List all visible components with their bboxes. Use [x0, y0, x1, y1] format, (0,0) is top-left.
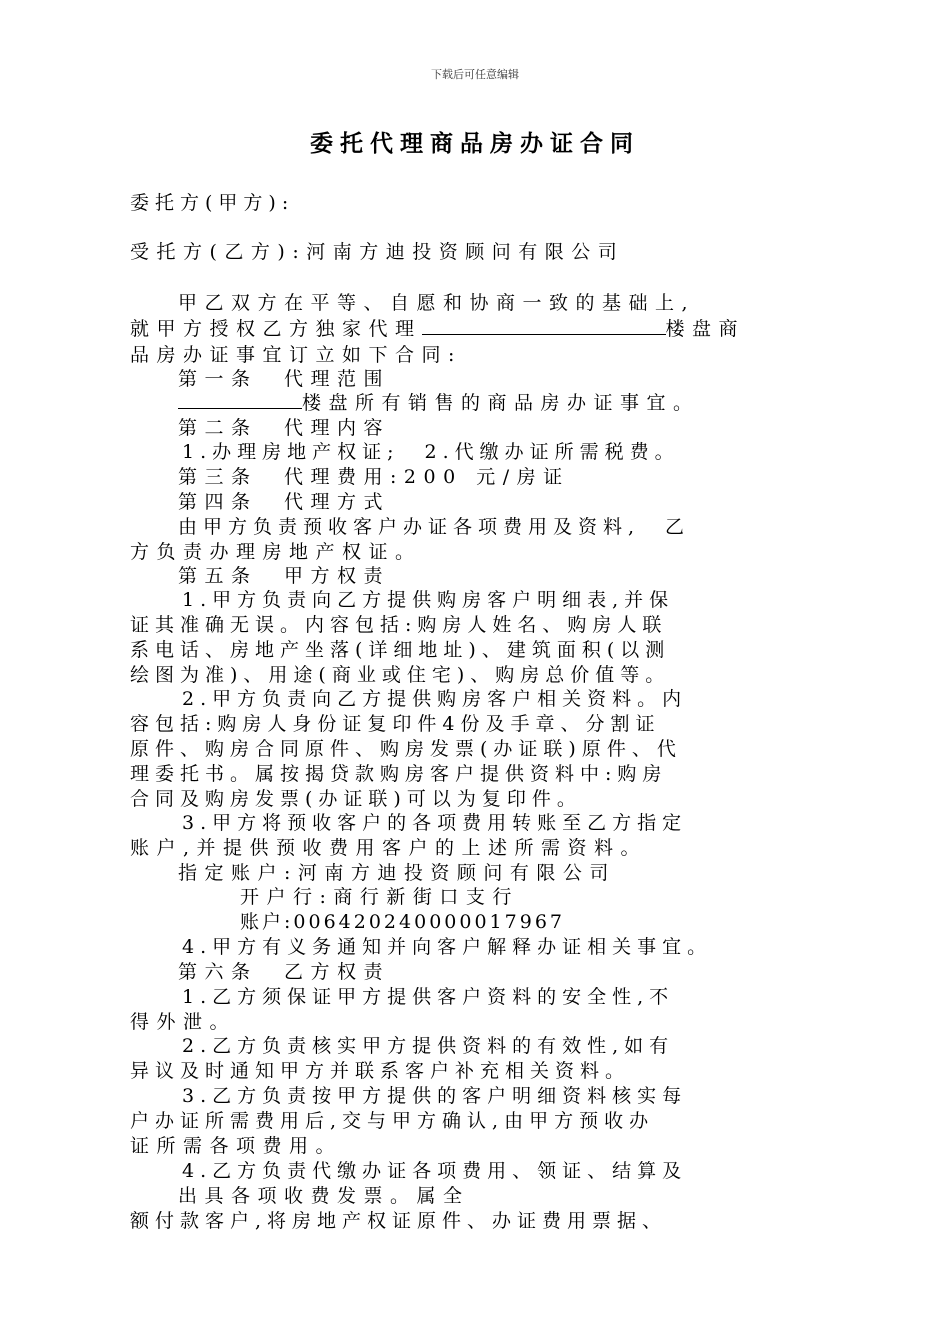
paragraph-line: 原件、购房合同原件、购房发票(办证联)原件、代	[130, 738, 682, 760]
article-6-heading: 第六条 乙方权责	[178, 961, 391, 983]
paragraph-line: 证其准确无误。内容包括:购房人姓名、购房人联	[130, 614, 668, 636]
paragraph-line: 1.乙方须保证甲方提供客户资料的安全性,不	[182, 986, 675, 1008]
header-note: 下载后可任意编辑	[431, 68, 519, 81]
paragraph-line: 账户,并提供预收费用客户的上述所需资料。	[130, 837, 648, 859]
paragraph-line: 由甲方负责预收客户办证各项费用及资料, 乙	[178, 516, 691, 538]
paragraph-line: 品房办证事宜订立如下合同:	[130, 344, 462, 366]
party-a-line: 委托方(甲方):	[130, 192, 295, 214]
paragraph-line: 甲乙双方在平等、自愿和协商一致的基础上,	[178, 292, 696, 314]
article-2-heading: 第二条 代理内容	[178, 417, 391, 439]
paragraph-line: 系电话、房地产坐落(详细地址)、建筑面积(以测	[130, 639, 671, 661]
article-3-heading: 第三条 代理费用:200 元/房证	[178, 466, 570, 488]
building-name-blank	[422, 316, 666, 335]
paragraph-line: 2.甲方负责向乙方提供购房客户相关资料。内	[182, 688, 688, 710]
paragraph-line: 2.乙方负责核实甲方提供资料的有效性,如有	[182, 1035, 675, 1057]
paragraph-text: 就甲方授权乙方独家代理	[130, 318, 422, 340]
paragraph-line: 1.办理房地产权证; 2.代缴办证所需税费。	[182, 441, 680, 463]
paragraph-text: 楼盘商	[665, 318, 746, 340]
building-name-blank	[178, 390, 302, 409]
party-b-line: 受托方(乙方):河南方迪投资顾问有限公司	[130, 241, 625, 263]
paragraph-line: 合同及购房发票(办证联)可以为复印件。	[130, 788, 582, 810]
paragraph-line: 4.甲方有义务通知并向客户解释办证相关事宜。	[182, 936, 713, 958]
designated-account: 指定账户:河南方迪投资顾问有限公司	[178, 862, 616, 884]
paragraph-line: 额付款客户,将房地产权证原件、办证费用票据、	[130, 1210, 668, 1232]
account-number: 账户:006420240000017967	[240, 911, 565, 933]
paragraph-line-with-blank	[130, 314, 745, 341]
article-1-heading: 第一条 代理范围	[178, 368, 391, 390]
paragraph-line: 4.乙方负责代缴办证各项费用、领证、结算及	[182, 1160, 688, 1182]
paragraph-line: 证所需各项费用。	[130, 1135, 343, 1157]
document-title: 委托代理商品房办证合同	[310, 130, 640, 157]
paragraph-line: 方负责办理房地产权证。	[130, 541, 422, 563]
paragraph-line: 3.乙方负责按甲方提供的客户明细资料核实每	[182, 1085, 688, 1107]
paragraph-line: 容包括:购房人身份证复印件4份及手章、分割证	[130, 713, 661, 735]
paragraph-line: 理委托书。属按揭贷款购房客户提供资料中:购房	[130, 763, 668, 785]
paragraph-line-with-blank	[178, 388, 700, 415]
article-5-heading: 第五条 甲方权责	[178, 565, 391, 587]
paragraph-line: 3.甲方将预收客户的各项费用转账至乙方指定	[182, 812, 688, 834]
paragraph-line: 得外泄。	[130, 1011, 237, 1033]
paragraph-line: 出具各项收费发票。属全	[178, 1185, 470, 1207]
paragraph-line: 1.甲方负责向乙方提供购房客户明细表,并保	[182, 589, 675, 611]
article-4-heading: 第四条 代理方式	[178, 491, 391, 513]
bank-name: 开户行:商行新街口支行	[240, 886, 519, 908]
paragraph-line: 户办证所需费用后,交与甲方确认,由甲方预收办	[130, 1110, 655, 1132]
paragraph-text: 楼盘所有销售的商品房办证事宜。	[302, 392, 700, 414]
paragraph-line: 异议及时通知甲方并联系客户补充相关资料。	[130, 1060, 631, 1082]
paragraph-line: 绘图为准)、用途(商业或住宅)、购房总价值等。	[130, 664, 671, 686]
